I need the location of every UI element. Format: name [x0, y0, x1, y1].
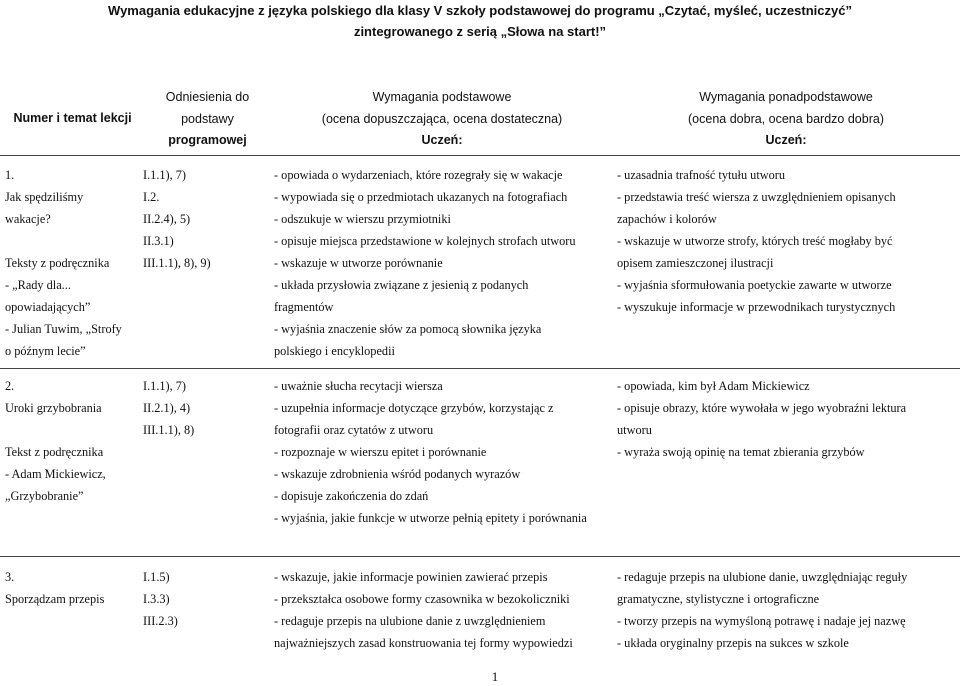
row-2-basic: [274, 375, 587, 529]
header-advanced-line: Uczeń:: [765, 133, 807, 147]
requirement: - dopisuje zakończenia do zdań: [274, 489, 429, 503]
reference: I.1.1), 7): [143, 168, 187, 182]
requirement: - opisuje obrazy, które wywołała w jego wyobraźni lektura: [617, 401, 907, 415]
lesson-text: - Adam Mickiewicz,: [5, 467, 106, 481]
header-basic: [272, 87, 612, 152]
requirement: zapachów i kolorów: [617, 212, 717, 226]
header-divider: [0, 155, 960, 156]
requirement: - opowiada o wydarzeniach, które rozegrały się w wakacje: [274, 168, 563, 182]
requirement: - wyraża swoją opinię na temat zbierania grzybów: [617, 445, 865, 459]
requirement: - uważnie słucha recytacji wiersza: [274, 379, 443, 393]
reference: I.1.5): [143, 570, 170, 584]
reference: I.2.: [143, 190, 160, 204]
requirement: - opowiada, kim był Adam Mickiewicz: [617, 379, 810, 393]
requirement: - przedstawia treść wiersza z uwzględnieniem opisanych: [617, 190, 896, 204]
reference: II.3.1): [143, 234, 174, 248]
header-advanced: [612, 87, 960, 152]
row-1-lesson: [5, 164, 122, 362]
header-advanced-line: Wymagania ponadpodstawowe: [699, 90, 873, 104]
requirement: gramatyczne, stylistyczne i ortograficzne: [617, 592, 820, 606]
requirement: - wskazuje w utworze strofy, których treść mogłaby być: [617, 234, 893, 248]
requirement: - uzasadnia trafność tytułu utworu: [617, 168, 786, 182]
header-references-line: programowej: [168, 133, 247, 147]
row-3-references: [143, 566, 178, 632]
requirement: - wskazuje w utworze porównanie: [274, 256, 443, 270]
requirement: - wyszukuje informacje w przewodnikach turystycznych: [617, 300, 896, 314]
row-1-basic: [274, 164, 576, 362]
header-references: [145, 87, 270, 152]
requirement: - redaguje przepis na ulubione danie, uwzględniając reguły: [617, 570, 908, 584]
reference: II.2.4), 5): [143, 212, 191, 226]
requirement: - wyjaśnia, jakie funkcje w utworze pełnią epitety i porównania: [274, 511, 587, 525]
header-references-line: Odniesienia do: [165, 90, 250, 104]
header-basic-line: (ocena dopuszczająca, ocena dostateczna): [321, 111, 563, 126]
reference: III.2.3): [143, 614, 178, 628]
lesson-number: 2.: [5, 379, 15, 393]
lesson-number: 3.: [5, 570, 15, 584]
row-divider: [0, 556, 960, 557]
lesson-title: Jak spędziliśmy: [5, 190, 84, 204]
requirement: utworu: [617, 423, 652, 437]
requirement: - redaguje przepis na ulubione danie z uwzględnieniem: [274, 614, 546, 628]
lesson-title: Uroki grzybobrania: [5, 401, 102, 415]
requirement: - tworzy przepis na wymyśloną potrawę i nadaje jej nazwę: [617, 614, 906, 628]
lesson-text: - „Rady dla...: [5, 278, 71, 292]
requirement: - uzupełnia informacje dotyczące grzybów, korzystając z: [274, 401, 554, 415]
lesson-spacer: [5, 419, 106, 441]
header-lesson: [0, 108, 145, 130]
lesson-text: - Julian Tuwim, „Strofy: [5, 322, 122, 336]
header-basic-line: Wymagania podstawowe: [372, 90, 512, 104]
page-number: 1: [491, 669, 499, 684]
requirement: opisem zamieszczonej ilustracji: [617, 256, 774, 270]
row-1-references: [143, 164, 211, 274]
row-3-advanced: [617, 566, 907, 654]
reference: II.2.1), 4): [143, 401, 191, 415]
requirement: polskiego i encyklopedii: [274, 344, 395, 358]
requirement: - wskazuje, jakie informacje powinien zawierać przepis: [274, 570, 548, 584]
lesson-text: „Grzybobranie”: [5, 489, 84, 503]
lesson-title: wakacje?: [5, 212, 51, 226]
reference: I.1.1), 7): [143, 379, 187, 393]
requirement: - wyjaśnia znaczenie słów za pomocą słownika języka: [274, 322, 542, 336]
requirement: - wyjaśnia sformułowania poetyckie zawarte w utworze: [617, 278, 892, 292]
row-2-advanced: [617, 375, 906, 463]
requirement: fotografii oraz cytatów z utworu: [274, 423, 434, 437]
lesson-texts-heading: Tekst z podręcznika: [5, 445, 104, 459]
header-lesson-label: Numer i temat lekcji: [13, 111, 132, 125]
title-line-2: zintegrowanego z serią „Słowa na start!”: [353, 24, 607, 39]
reference: I.3.3): [143, 592, 170, 606]
row-2-references: [143, 375, 194, 441]
lesson-number: 1.: [5, 168, 15, 182]
requirement: - rozpoznaje w wierszu epitet i porównanie: [274, 445, 487, 459]
requirement: - wypowiada się o przedmiotach ukazanych na fotografiach: [274, 190, 568, 204]
lesson-text: opowiadających”: [5, 300, 91, 314]
lesson-text: o późnym lecie”: [5, 344, 86, 358]
row-3-lesson: [5, 566, 104, 610]
requirement: fragmentów: [274, 300, 334, 314]
title-line-1: Wymagania edukacyjne z języka polskiego dla klasy V szkoły podstawowej do programu „Czytać, myśleć, uczestniczyć”: [108, 3, 852, 18]
row-divider: [0, 368, 960, 369]
requirement: - układa przysłowia związane z jesienią z podanych: [274, 278, 529, 292]
header-basic-line: Uczeń:: [421, 133, 463, 147]
lesson-title: Sporządzam przepis: [5, 592, 105, 606]
requirement: - wskazuje zdrobnienia wśród podanych wyrazów: [274, 467, 521, 481]
requirement: - opisuje miejsca przedstawione w kolejnych strofach utworu: [274, 234, 576, 248]
document-title: [0, 0, 960, 42]
header-references-line: podstawy: [181, 111, 234, 126]
reference: III.1.1), 8): [143, 423, 195, 437]
row-3-basic: [274, 566, 573, 654]
requirement: - przekształca osobowe formy czasownika w bezokoliczniki: [274, 592, 570, 606]
reference: III.1.1), 8), 9): [143, 256, 211, 270]
header-advanced-line: (ocena dobra, ocena bardzo dobra): [688, 111, 884, 126]
row-1-advanced: [617, 164, 896, 318]
lesson-spacer: [5, 230, 122, 252]
lesson-texts-heading: Teksty z podręcznika: [5, 256, 110, 270]
requirement: - układa oryginalny przepis na sukces w szkole: [617, 636, 849, 650]
requirement: najważniejszych zasad konstruowania tej formy wypowiedzi: [274, 636, 573, 650]
requirement: - odszukuje w wierszu przymiotniki: [274, 212, 451, 226]
row-2-lesson: [5, 375, 106, 507]
